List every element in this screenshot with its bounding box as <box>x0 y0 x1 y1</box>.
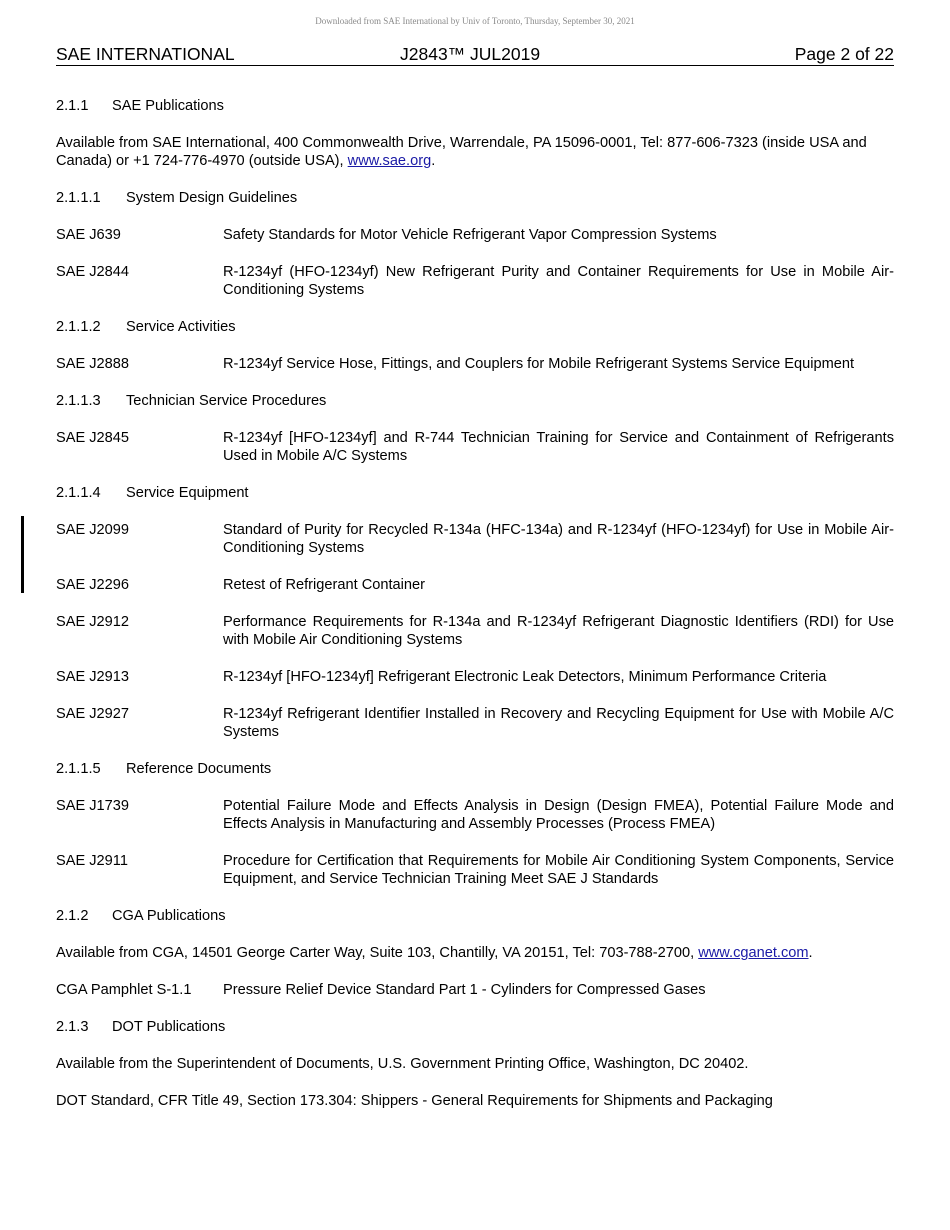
cga-website-link[interactable]: www.cganet.com <box>698 945 809 961</box>
section-number: 2.1.3 <box>56 1019 89 1035</box>
reference-id: SAE J2844 <box>56 264 130 280</box>
revision-change-bar <box>21 516 24 593</box>
sae-website-link[interactable]: www.sae.org <box>347 153 432 169</box>
reference-entry <box>56 429 894 465</box>
reference-id: SAE J639 <box>56 227 121 243</box>
reference-entry <box>56 521 894 557</box>
reference-title: Safety Standards for Motor Vehicle Refrigerant Vapor Compression Systems <box>223 227 717 243</box>
section-heading-2-1-1 <box>56 97 894 115</box>
header-doc-id: J2843™ JUL2019 <box>400 44 541 64</box>
header-org: SAE INTERNATIONAL <box>56 44 235 64</box>
section-number: 2.1.1.1 <box>56 190 101 206</box>
section-number: 2.1.1.4 <box>56 485 101 501</box>
reference-id: SAE J2296 <box>56 577 130 593</box>
reference-title: Potential Failure Mode and Effects Analysis in Design (Design FMEA), Potential Failure Mode and Effects Analysis in Manufacturing and Assembly Processes (Process FMEA) <box>223 798 894 832</box>
section-title: SAE Publications <box>112 98 224 114</box>
section-title: Service Equipment <box>126 485 249 501</box>
reference-title: R-1234yf (HFO-1234yf) New Refrigerant Purity and Container Requirements for Use in Mobile Air-Conditioning Systems <box>223 264 894 298</box>
section-heading-2-1-1-3 <box>56 392 894 410</box>
reference-id: SAE J2913 <box>56 669 130 685</box>
cga-availability: Available from CGA, 14501 George Carter Way, Suite 103, Chantilly, VA 20151, Tel: 703-788-2700, www.cganet.com. <box>56 945 813 961</box>
dot-standard-reference: DOT Standard, CFR Title 49, Section 173.304: Shippers - General Requirements for Shipments and Packaging <box>56 1093 773 1109</box>
reference-id: SAE J2845 <box>56 430 130 446</box>
reference-title: R-1234yf [HFO-1234yf] Refrigerant Electronic Leak Detectors, Minimum Performance Criteria <box>223 669 827 685</box>
reference-id: SAE J2911 <box>56 853 128 869</box>
reference-title: Retest of Refrigerant Container <box>223 577 425 593</box>
reference-title: R-1234yf [HFO-1234yf] and R-744 Technician Training for Service and Containment of Refrigerants Used in Mobile A/C Systems <box>223 430 894 464</box>
reference-id: SAE J2927 <box>56 706 130 722</box>
section-heading-2-1-1-1 <box>56 189 894 207</box>
reference-title: R-1234yf Service Hose, Fittings, and Couplers for Mobile Refrigerant Systems Service Equipment <box>223 356 855 372</box>
reference-title: Procedure for Certification that Requirements for Mobile Air Conditioning System Components, Service Equipment, and Service Technician Training Meet SAE J Standards <box>223 853 894 887</box>
reference-title: R-1234yf Refrigerant Identifier Installed in Recovery and Recycling Equipment for Use with Mobile A/C Systems <box>223 706 894 740</box>
section-title: DOT Publications <box>112 1019 226 1035</box>
sae-availability: Available from SAE International, 400 Commonwealth Drive, Warrendale, PA 15096-0001, Tel: 877-606-7323 (inside USA and Canada) or +1 724-776-4970 (outside USA), www.sae.org. <box>56 135 867 169</box>
reference-title: Standard of Purity for Recycled R-134a (HFC-134a) and R-1234yf (HFO-1234yf) for Use in Mobile Air-Conditioning Systems <box>223 522 894 556</box>
reference-id: SAE J2888 <box>56 356 130 372</box>
section-number: 2.1.1 <box>56 98 89 114</box>
reference-entry <box>56 263 894 299</box>
reference-entry <box>56 613 894 649</box>
section-heading-2-1-2 <box>56 907 894 925</box>
section-heading-2-1-3 <box>56 1018 894 1036</box>
reference-id: CGA Pamphlet S-1.1 <box>56 982 192 998</box>
header-page-number: Page 2 of 22 <box>794 44 894 64</box>
reference-entry <box>56 226 894 244</box>
page-header <box>56 44 894 66</box>
section-number: 2.1.1.2 <box>56 319 101 335</box>
section-number: 2.1.1.3 <box>56 393 101 409</box>
reference-id: SAE J1739 <box>56 798 130 814</box>
reference-entry <box>56 705 894 741</box>
section-title: CGA Publications <box>112 908 226 924</box>
document-body <box>56 97 894 1110</box>
download-watermark: Downloaded from SAE International by Univ of Toronto, Thursday, September 30, 2021 <box>315 16 635 26</box>
reference-entry <box>56 852 894 888</box>
reference-id: SAE J2099 <box>56 522 130 538</box>
section-heading-2-1-1-4 <box>56 484 894 502</box>
reference-entry <box>56 981 894 999</box>
section-number: 2.1.2 <box>56 908 89 924</box>
reference-entry <box>56 668 894 686</box>
reference-title: Pressure Relief Device Standard Part 1 - Cylinders for Compressed Gases <box>223 982 706 998</box>
reference-entry <box>56 576 894 594</box>
section-title: Service Activities <box>126 319 236 335</box>
reference-entry <box>56 797 894 833</box>
section-title: Reference Documents <box>126 761 272 777</box>
dot-availability: Available from the Superintendent of Documents, U.S. Government Printing Office, Washington, DC 20402. <box>56 1056 749 1072</box>
section-title: Technician Service Procedures <box>126 393 327 409</box>
reference-title: Performance Requirements for R-134a and R-1234yf Refrigerant Diagnostic Identifiers (RDI) for Use with Mobile Air Conditioning Systems <box>223 614 894 648</box>
section-heading-2-1-1-2 <box>56 318 894 336</box>
section-title: System Design Guidelines <box>126 190 298 206</box>
section-heading-2-1-1-5 <box>56 760 894 778</box>
reference-entry <box>56 355 894 373</box>
reference-id: SAE J2912 <box>56 614 130 630</box>
section-number: 2.1.1.5 <box>56 761 101 777</box>
